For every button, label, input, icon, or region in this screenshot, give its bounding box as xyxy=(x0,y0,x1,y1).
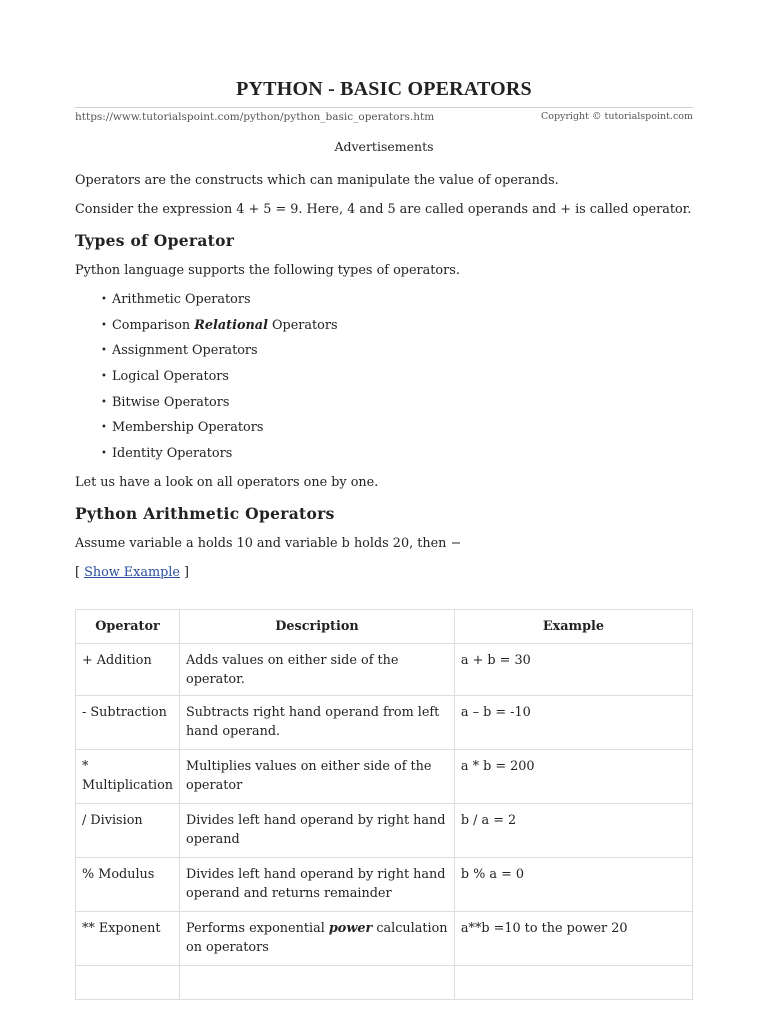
table-row xyxy=(76,750,693,804)
description-cell: Adds values on either side of the operator. xyxy=(180,644,455,696)
description-cell: Divides left hand operand by right hand operand xyxy=(180,804,455,858)
bullet-icon: • xyxy=(101,294,107,305)
list-item: • Bitwise Operators xyxy=(101,393,338,419)
bullet-icon: • xyxy=(101,396,107,408)
table-row xyxy=(76,696,693,750)
operator-cell: + Addition xyxy=(76,644,180,696)
list-item: • Membership Operators xyxy=(101,418,338,444)
header-example: Example xyxy=(454,610,692,644)
list-item: • Assignment Operators xyxy=(101,341,338,367)
types-heading: Types of Operator xyxy=(75,231,235,250)
look-on-paragraph: Let us have a look on all operators one by one. xyxy=(75,475,379,490)
operator-cell: / Division xyxy=(76,804,180,858)
example-cell: b / a = 2 xyxy=(454,804,692,858)
types-intro: Python language supports the following types of operators. xyxy=(75,263,460,278)
copyright-notice: Copyright © tutorialspoint.com xyxy=(540,111,693,122)
source-url: https://www.tutorialspoint.com/python/python_basic_operators.htm xyxy=(75,111,435,123)
operator-cell xyxy=(76,966,180,1000)
arithmetic-operators-table xyxy=(75,609,693,1000)
title-divider xyxy=(75,107,693,108)
example-cell: a**b =10 to the power 20 xyxy=(454,912,692,966)
list-item: • Comparison Relational Operators xyxy=(101,316,338,342)
show-example-link[interactable]: Show Example xyxy=(84,565,180,580)
description-cell: Multiplies values on either side of the operator xyxy=(180,750,455,804)
page-title: PYTHON - BASIC OPERATORS xyxy=(236,78,532,100)
bullet-icon: • xyxy=(101,371,107,383)
bullet-icon: • xyxy=(101,345,107,357)
table-row xyxy=(76,912,693,966)
intro-paragraph-1: Operators are the constructs which can manipulate the value of operands. xyxy=(75,173,559,188)
operator-cell: % Modulus xyxy=(76,858,180,912)
bullet-icon: • xyxy=(101,422,107,434)
description-cell: Subtracts right hand operand from left hand operand. xyxy=(180,696,455,750)
list-item: • Arithmetic Operators xyxy=(101,290,338,316)
power-emphasis: power xyxy=(328,921,373,936)
assume-paragraph: Assume variable a holds 10 and variable b holds 20, then − xyxy=(75,536,462,551)
description-cell: Performs exponential power calculation on operators xyxy=(180,912,455,966)
header-description: Description xyxy=(180,610,455,644)
table-row xyxy=(76,804,693,858)
advertisements-label: Advertisements xyxy=(334,139,434,154)
table-row xyxy=(76,644,693,696)
example-cell: a – b = -10 xyxy=(454,696,692,750)
list-item: • Logical Operators xyxy=(101,367,338,393)
operator-cell: ** Exponent xyxy=(76,912,180,966)
bullet-icon: • xyxy=(101,319,107,331)
example-cell: a * b = 200 xyxy=(454,750,692,804)
table-row xyxy=(76,966,693,1000)
example-cell xyxy=(454,966,692,1000)
intro-paragraph-2: Consider the expression 4 + 5 = 9. Here, 4 and 5 are called operands and + is called operator. xyxy=(75,202,692,217)
relational-emphasis: Relational xyxy=(194,317,268,333)
table-header-row xyxy=(76,610,693,644)
operator-cell: - Subtraction xyxy=(76,696,180,750)
arithmetic-heading: Python Arithmetic Operators xyxy=(75,504,335,523)
description-cell xyxy=(180,966,455,1000)
example-cell: b % a = 0 xyxy=(454,858,692,912)
header-operator: Operator xyxy=(76,610,180,644)
show-example-line: [ Show Example ] xyxy=(75,565,190,580)
example-cell: a + b = 30 xyxy=(454,644,692,696)
list-item: • Identity Operators xyxy=(101,444,338,470)
operator-cell: * Multiplication xyxy=(76,750,180,804)
table-row xyxy=(76,858,693,912)
operator-types-list xyxy=(101,290,338,470)
bullet-icon: • xyxy=(101,448,107,460)
description-cell: Divides left hand operand by right hand operand and returns remainder xyxy=(180,858,455,912)
